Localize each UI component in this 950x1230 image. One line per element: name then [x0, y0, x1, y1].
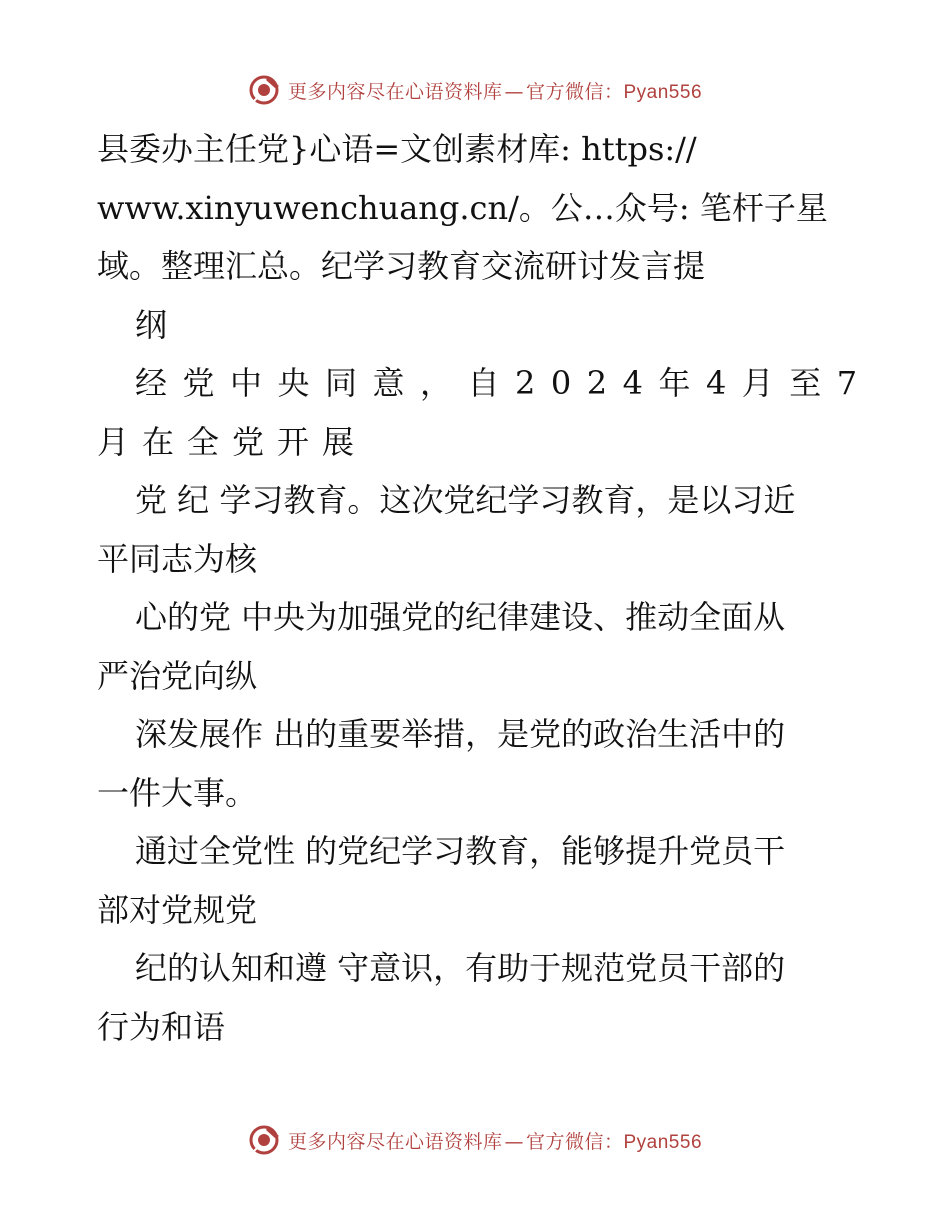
body-line: 平同志为核: [97, 539, 258, 578]
body-line: 县委办主任党}心语=文创素材库: https://: [97, 130, 697, 168]
header-account-text: 官方微信：Pyan556: [526, 81, 703, 103]
red-seal-pen-icon: [248, 1123, 282, 1157]
body-line: 党 纪 学习教育。这次党纪学习教育，是以习近: [135, 481, 796, 519]
body-line: 月在全党开展: [97, 422, 368, 461]
body-line: www.xinyuwenchuang.cn/。公…众号: 笔杆子星: [97, 188, 828, 227]
red-seal-pen-icon: [248, 73, 282, 107]
body-line: 严治党向纵: [97, 656, 258, 695]
body-line: 心的党 中央为加强党的纪律建设、推动全面从: [135, 598, 786, 636]
body-line: 域。整理汇总。纪学习教育交流研讨发言提: [97, 247, 706, 285]
body-line: 经党中央同意，自2024年4月至7: [135, 364, 873, 402]
document-body: [97, 120, 873, 1056]
footer-separator: —: [504, 1130, 524, 1153]
footer-banner-text: 更多内容尽在心语资料库: [287, 1130, 503, 1153]
body-line: 深发展作 出的重要举措，是党的政治生活中的: [135, 715, 786, 753]
body-line: 纪的认知和遵 守意识，有助于规范党员干部的: [135, 949, 786, 987]
footer-banner: [0, 1120, 950, 1160]
header-banner-text: 更多内容尽在心语资料库: [287, 80, 503, 103]
body-line: 行为和语: [97, 1007, 226, 1046]
body-line: 通过全党性 的党纪学习教育，能够提升党员干: [135, 832, 786, 870]
footer-account-text: 官方微信：Pyan556: [526, 1131, 703, 1153]
body-line: 部对党规党: [97, 890, 258, 929]
header-separator: —: [504, 80, 524, 103]
body-line: 纲: [135, 305, 168, 344]
body-line: 一件大事。: [97, 773, 258, 812]
header-banner: [0, 70, 950, 110]
